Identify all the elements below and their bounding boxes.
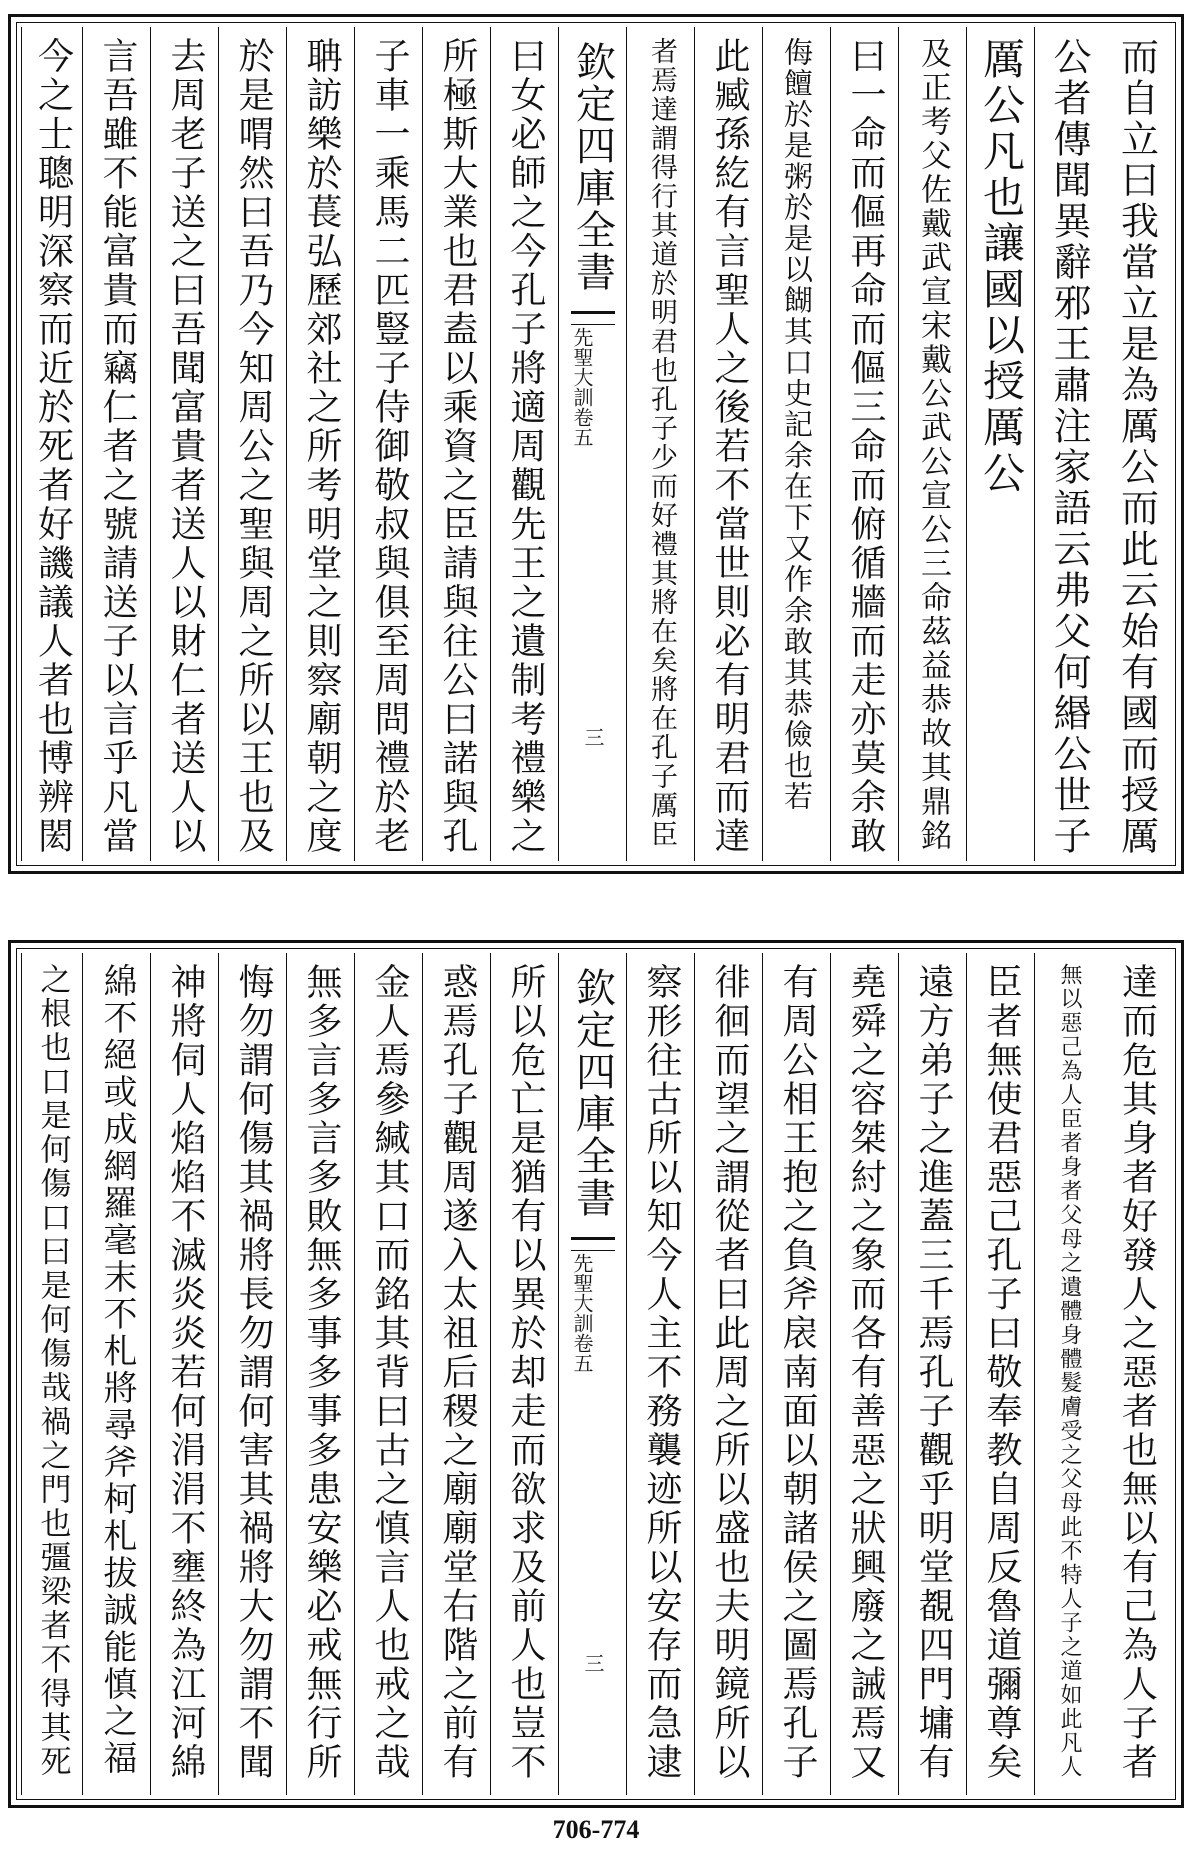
spine-center-band [558,953,627,1795]
text-column: 惑焉孔子觀周遂入太祖后稷之廟廟堂右階之前有 [422,953,491,1795]
text-column: 曰一命而傴再命而傴三命而俯循牆而走亦莫余敢 [830,27,899,861]
text-column: 侮饘於是粥於是以餬其口史記余在下又作余敢其恭儉也若 [762,27,831,861]
text-column: 公者傳聞異辭邪王肅注家語云弗父何緡公世子 [1034,27,1103,861]
text-column: 徘徊而望之謂從者曰此周之所以盛也夫明鏡所以 [694,953,763,1795]
upper-text-columns [21,27,1171,861]
text-column: 之根也口是何傷口曰是何傷哉禍之門也彊梁者不得其死 [21,953,83,1795]
text-column: 堯舜之容桀紂之象而各有善惡之狀興廢之誡焉又 [830,953,899,1795]
text-column: 而自立曰我當立是為厲公而此云始有國而授厲 [1114,37,1159,857]
spine-subtitle: 先聖大訓卷五 [570,1253,594,1373]
lower-page [8,940,1184,1808]
text-column: 子車一乘馬二匹豎子侍御敬叔與俱至周問禮於老 [354,27,423,861]
text-column: 無多言多言多敗無多事多事多患安樂必戒無行所 [286,953,355,1795]
spine-subtitle: 先聖大訓卷五 [570,327,594,447]
upper-page [8,14,1184,874]
text-column: 金人焉參緘其口而銘其背曰古之慎言人也戒之哉 [354,953,423,1795]
text-column: 曰女必師之今孔子將適周觀先王之遺制考禮樂之 [490,27,559,861]
text-column: 臣者無使君惡己孔子曰敬奉教自周反魯道彌尊矣 [966,953,1035,1795]
text-column: 此臧孫紇有言聖人之後若不當世則必有明君而達 [694,27,763,861]
text-column: 察形往古所以知今人主不務襲迹所以安存而急逮 [626,953,695,1795]
text-column: 於是喟然曰吾乃今知周公之聖與周之所以王也及 [218,27,287,861]
text-column: 今之士聰明深察而近於死者好譏議人者也博辨閎 [21,27,83,861]
spine-title: 欽定四庫全書 [569,967,616,1219]
spine-title: 欽定四庫全書 [569,41,616,293]
spine-page-number: 三 [581,1653,605,1673]
text-column: 及正考父佐戴武宣宋戴公武公宣公三命茲益恭故其鼎銘 [898,27,967,861]
text-column: 達而危其身者好發人之惡者也無以有己為人子者 [1116,963,1158,1782]
spine-page-number: 三 [581,727,605,747]
text-column: 悔勿謂何傷其禍將長勿謂何害其禍將大勿謂不聞 [218,953,287,1795]
text-column: 神將伺人焰焰不滅炎炎若何涓涓不壅終為江河綿 [150,953,219,1795]
text-column: 聃訪樂於萇弘歷郊社之所考明堂之則察廟朝之度 [286,27,355,861]
text-column: 者焉達謂得行其道於明君也孔子少而好禮其將在矣將在孔子厲臣 [626,27,695,861]
text-column: 所極斯大業也君盍以乘資之臣請與往公曰諾與孔 [422,27,491,861]
text-column: 綿不絕或成網羅毫末不札將尋斧柯札拔誠能慎之福 [82,953,151,1795]
text-column: 所以危亡是猶有以異於却走而欲求及前人也豈不 [490,953,559,1795]
spine-center-band [558,27,627,861]
text-column: 有周公相王抱之負斧扆南面以朝諸侯之圖焉孔子 [762,953,831,1795]
text-column: 無以惡己為人臣者身者父母之遺體身體髮膚受之父母此不特人子之道如此凡人 [1034,953,1103,1795]
text-column: 言吾雖不能富貴而竊仁者之號請送子以言乎凡當 [82,27,151,861]
lower-text-columns [21,953,1171,1795]
text-column: 遠方弟子之進蓋三千焉孔子觀乎明堂覩四門墉有 [898,953,967,1795]
page-footer-number: 706-774 [552,1815,640,1844]
text-column: 去周老子送之曰吾聞富貴者送人以財仁者送人以 [150,27,219,861]
text-column: 厲公凡也讓國以授厲公 [966,27,1035,861]
